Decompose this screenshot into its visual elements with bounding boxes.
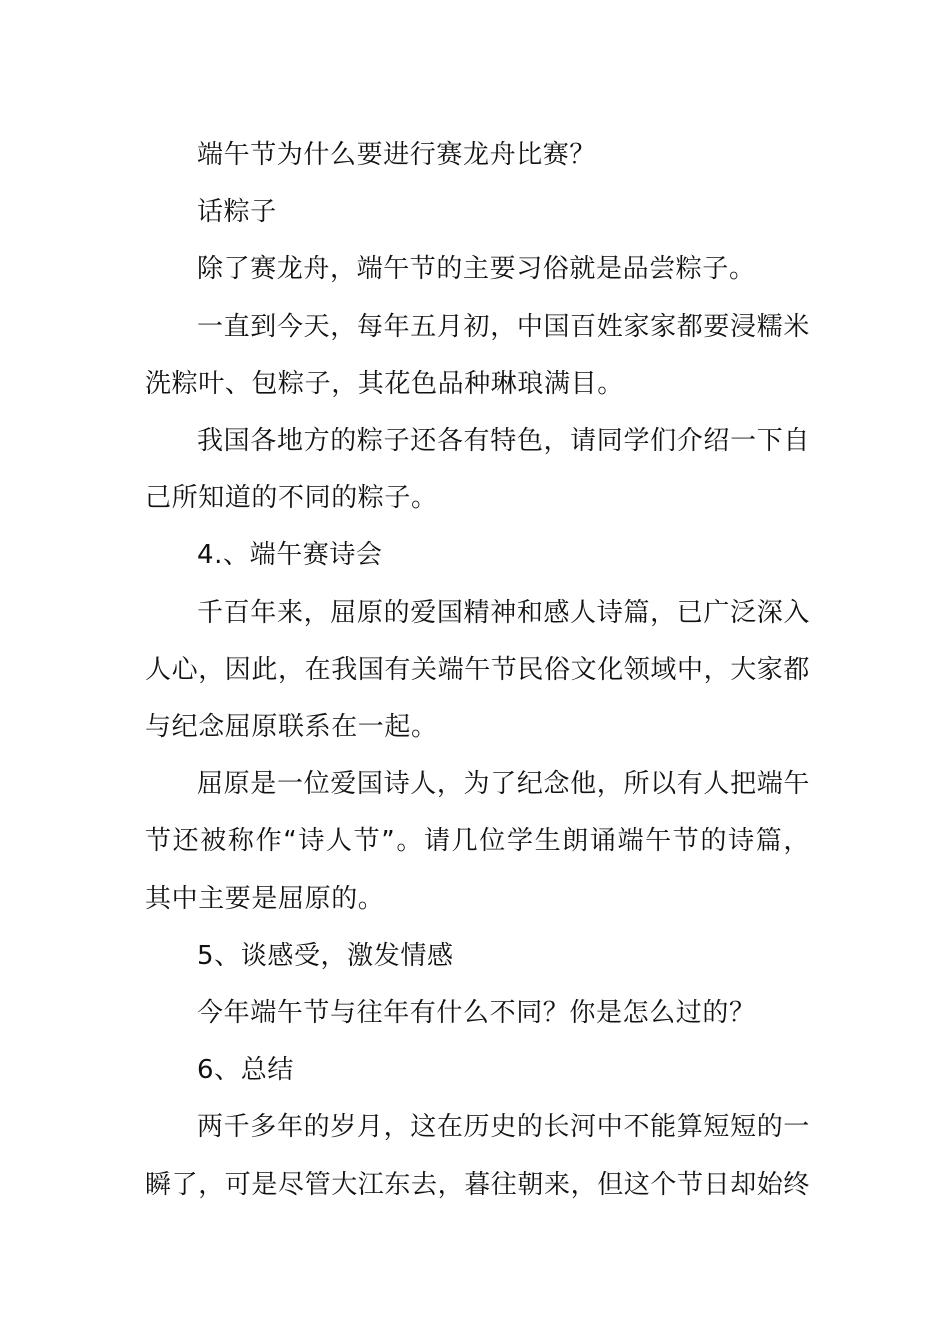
question-this-year: 今年端午节与往年有什么不同？你是怎么过的？ bbox=[197, 998, 756, 1029]
paragraph-zongzi-custom: 除了赛龙舟，端午节的主要习俗就是品尝粽子。 bbox=[197, 254, 756, 285]
section-heading-zongzi: 话粽子 bbox=[197, 197, 277, 228]
question-dragon-boat: 端午节为什么要进行赛龙舟比赛？ bbox=[197, 140, 597, 170]
section-heading-feelings: 5、谈感受，激发情感 bbox=[197, 940, 454, 971]
section-heading-poetry: 4.、端午赛诗会 bbox=[197, 540, 383, 571]
document-body bbox=[145, 127, 810, 1214]
section-heading-summary: 6、总结 bbox=[197, 1055, 294, 1086]
paragraph-poets-festival: 屈原是一位爱国诗人，为了纪念他，所以有人把端午节还被称作“诗人节”。请几位学生朗诵端午节的诗篇，其中主要是屈原的。 bbox=[145, 769, 810, 914]
paragraph-qu-yuan-spirit: 千百年来，屈原的爱国精神和感人诗篇，已广泛深入人心，因此，在我国有关端午节民俗文化领域中，大家都与纪念屈原联系在一起。 bbox=[145, 597, 811, 743]
paragraph-summary: 两千多年的岁月，这在历史的长河中不能算短短的一瞬了，可是尽管大江东去，暮往朝来，但这个节日却始终 bbox=[145, 1112, 811, 1200]
paragraph-zongzi-regional: 我国各地方的粽子还各有特色，请同学们介绍一下自己所知道的不同的粽子。 bbox=[145, 426, 810, 514]
paragraph-zongzi-making: 一直到今天，每年五月初，中国百姓家家都要浸糯米洗粽叶、包粽子，其花色品种琳琅满目。 bbox=[145, 311, 810, 399]
